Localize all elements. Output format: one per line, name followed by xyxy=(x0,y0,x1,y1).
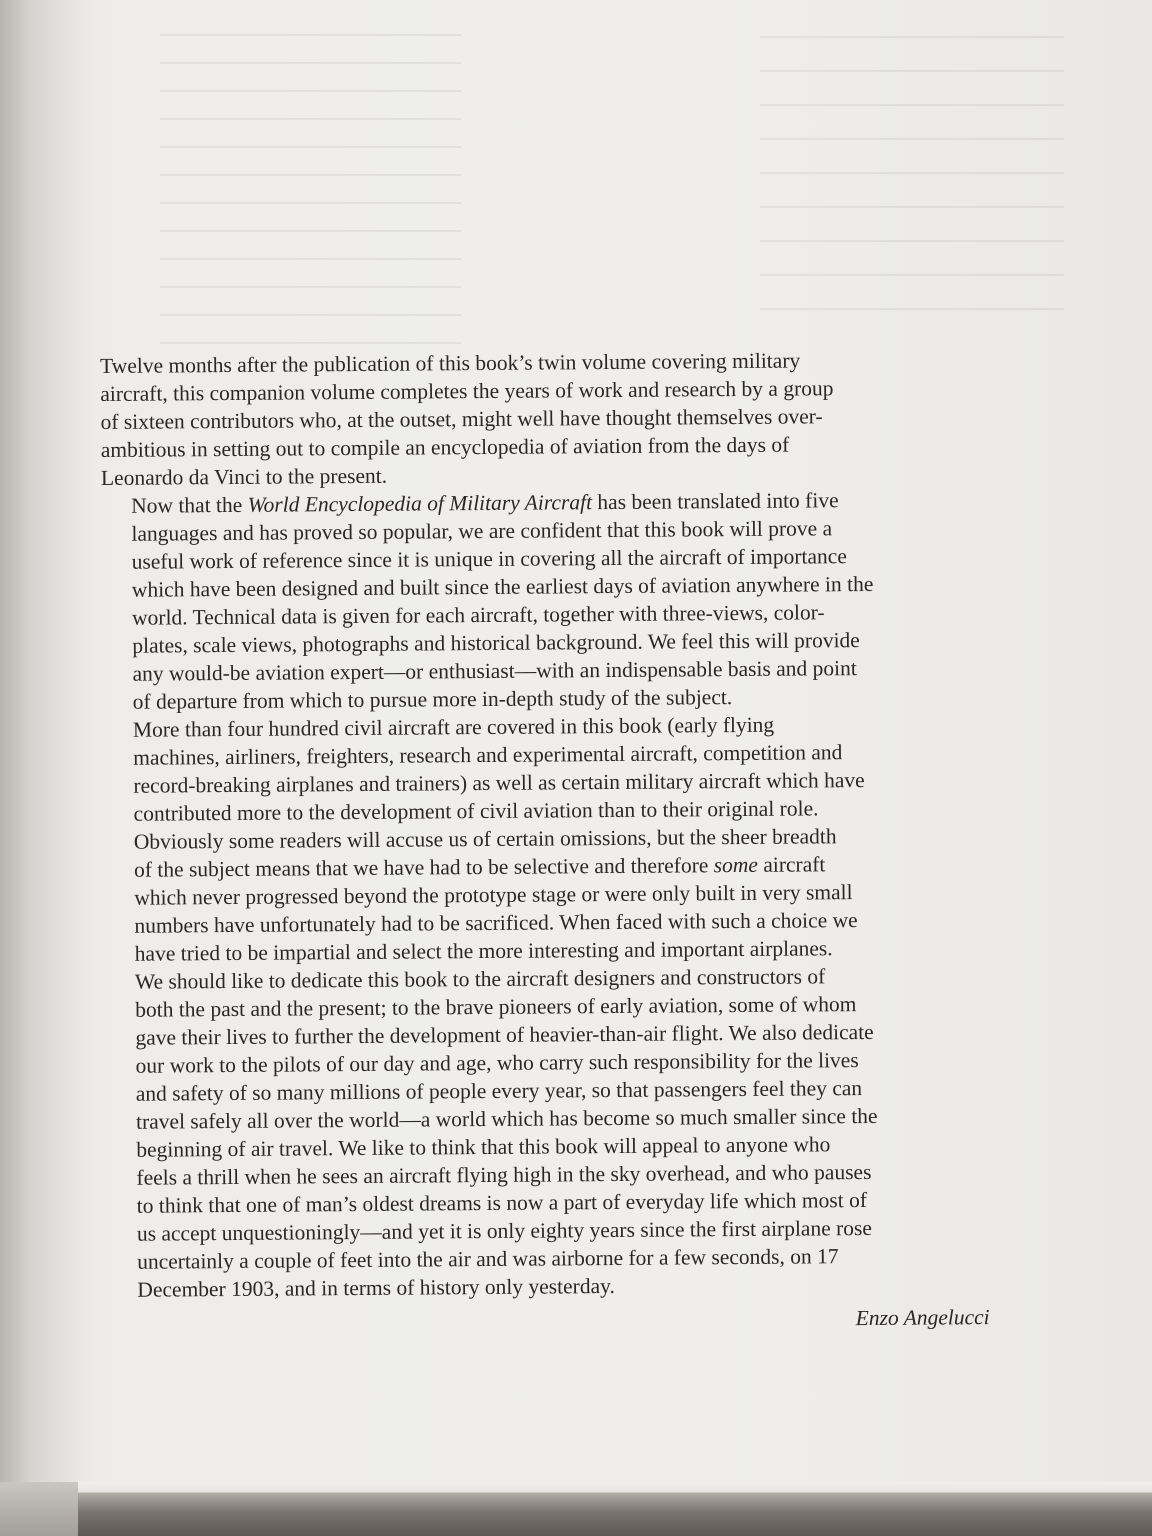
text-line: gave their lives to further the development of heavier-than-air flight. We also dedicate xyxy=(135,1019,874,1050)
text-line: travel safely all over the world—a world which has become so much smaller since the xyxy=(135,1103,878,1134)
text-line: both the past and the present; to the brave pioneers of early aviation, some of whom xyxy=(135,992,857,1022)
text-line: any would-be aviation expert—or enthusiast—with an indispensable basis and point xyxy=(132,656,857,686)
text-line: us accept unquestioningly—and yet it is only eighty years since the first airplane rose xyxy=(136,1215,872,1246)
text-line: record-breaking airplanes and trainers) as well as certain military aircraft which have xyxy=(133,768,865,798)
text-line: and safety of so many millions of people every year, so that passengers feel they can xyxy=(135,1076,863,1106)
preface-paragraph xyxy=(100,345,1021,492)
text-line: numbers have unfortunately had to be sacrificed. When faced with such a choice we xyxy=(134,908,858,938)
text-line: uncertainly a couple of feet into the air and was airborne for a few seconds, on 17 xyxy=(137,1244,839,1274)
text-line: languages and has proved so popular, we are confident that this book will prove a xyxy=(131,516,833,546)
text-run: Now that the xyxy=(131,492,248,518)
text-run: aircraft xyxy=(757,852,826,877)
text-line: ambitious in setting out to compile an encyclopedia of aviation from the days of xyxy=(100,432,790,462)
preface-paragraph xyxy=(105,961,1028,1304)
page-stack-edge xyxy=(78,1482,1152,1536)
text-line: plates, scale views, photographs and historical background. We feel this will provide xyxy=(132,628,860,658)
text-line: our work to the pilots of our day and age, who carry such responsibility for the lives xyxy=(135,1048,859,1078)
preface-text xyxy=(100,345,1028,1338)
author-signature: Enzo Angelucci xyxy=(855,1305,990,1331)
show-through-left-column xyxy=(160,20,590,356)
text-line: We should like to dedicate this book to the aircraft designers and constructors of xyxy=(134,964,826,994)
text-line: which have been designed and built since the earliest days of aviation anywhere in the xyxy=(131,571,874,602)
text-line: December 1903, and in terms of history only yesterday. xyxy=(137,1273,615,1302)
text-run: of the subject means that we have had to be selective and therefore xyxy=(133,853,714,882)
italic-text-run: World Encyclopedia of Military Aircraft xyxy=(247,490,593,517)
text-line: Obviously some readers will accuse us of certain omissions, but the sheer breadth xyxy=(133,824,837,854)
text-line: feels a thrill when he sees an aircraft flying high in the sky overhead, and who pauses xyxy=(136,1159,872,1190)
text-line: have tried to be impartial and select the more interesting and important airplanes. xyxy=(134,936,833,966)
binding-gutter-shadow xyxy=(0,0,92,1482)
text-line: of departure from which to pursue more in-depth study of the subject. xyxy=(132,685,733,714)
page-stack-left xyxy=(0,1482,78,1536)
text-line: beginning of air travel. We like to think that this book will appeal to anyone who xyxy=(136,1132,831,1162)
text-line: world. Technical data is given for each aircraft, together with three-views, color- xyxy=(131,600,825,630)
text-line: contributed more to the development of civil aviation than to their original role. xyxy=(133,796,819,826)
text-line: aircraft, this companion volume completes the years of work and research by a group xyxy=(100,376,834,406)
italic-text-run: some xyxy=(713,852,759,878)
text-line: which never progressed beyond the prototype stage or were only built in very small xyxy=(134,880,853,910)
text-line: useful work of reference since it is unique in covering all the aircraft of importance xyxy=(131,544,847,574)
text-line: of sixteen contributors who, at the outset, might well have thought themselves over- xyxy=(100,404,823,434)
text-run: has been translated into five xyxy=(591,488,839,515)
text-line: More than four hundred civil aircraft are covered in this book (early flying xyxy=(132,712,775,742)
preface-paragraph xyxy=(101,485,1023,716)
show-through-right-column xyxy=(760,20,1140,326)
preface-paragraph xyxy=(103,709,1024,828)
text-line: to think that one of man’s oldest dreams is now a part of everyday life which most of xyxy=(136,1188,868,1218)
text-line: machines, airliners, freighters, research and experimental aircraft, competition and xyxy=(133,740,843,770)
text-line: Twelve months after the publication of this book’s twin volume covering military xyxy=(100,348,801,378)
text-line: Leonardo da Vinci to the present. xyxy=(100,463,388,490)
preface-paragraph xyxy=(104,821,1025,968)
